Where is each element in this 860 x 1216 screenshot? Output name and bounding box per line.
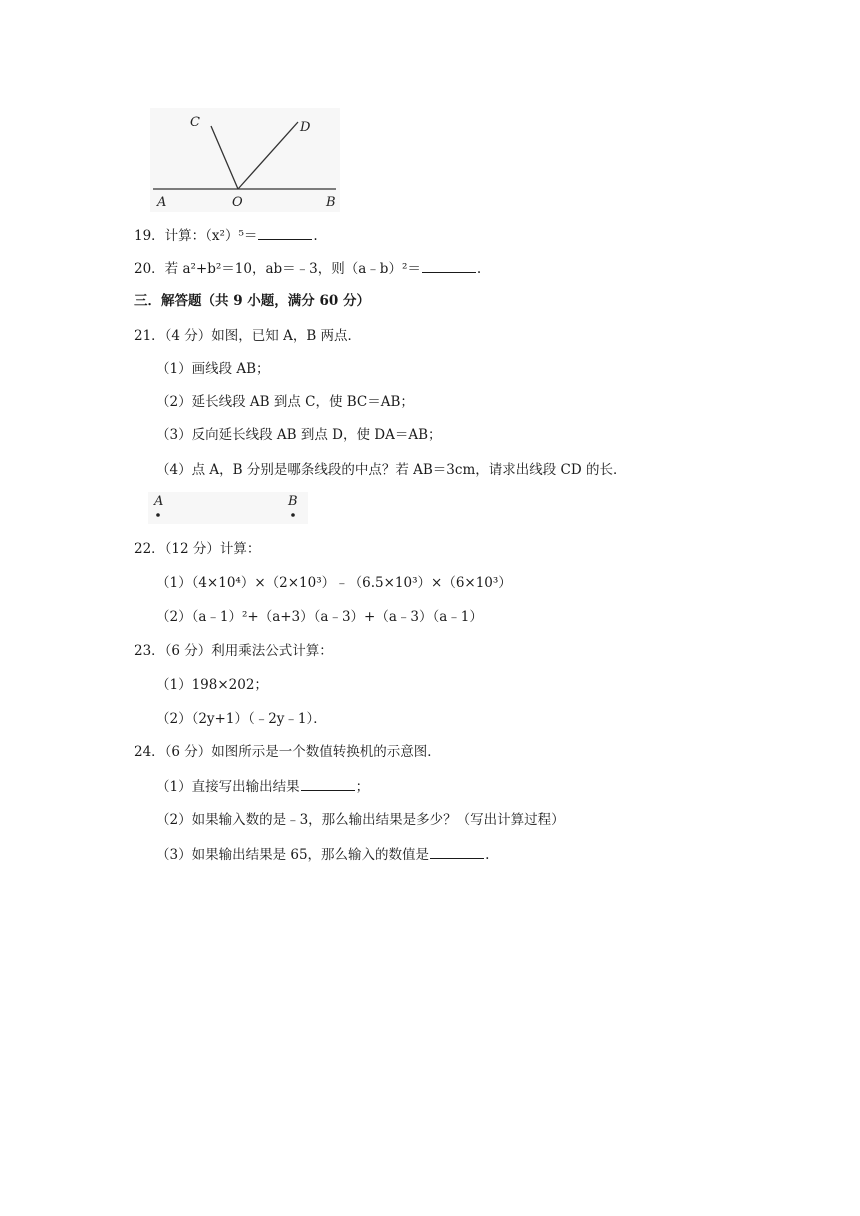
label-d: D — [300, 120, 311, 135]
points-figure — [148, 492, 308, 524]
question-22-part-1: （1）（4×10⁴）×（2×10³）﹣（6.5×10³）×（6×10³） — [156, 575, 512, 591]
point-a — [156, 513, 160, 517]
question-20-end: . — [476, 261, 482, 277]
question-23-part-2: （2）（2y+1）（﹣2y﹣1）． — [156, 711, 327, 727]
question-19-text: 19．计算：（x²）⁵＝ — [134, 228, 258, 244]
label-o: O — [232, 195, 243, 210]
ray-oc — [211, 126, 238, 189]
question-24-part-3 — [156, 844, 489, 864]
answer-blank[interactable] — [258, 225, 312, 240]
question-21-part-1: （1）画线段 AB； — [156, 361, 270, 377]
question-23-part-1: （1）198×202； — [156, 677, 268, 693]
question-24-part-3-text: （3）如果输出结果是 65，那么输入的数值是 — [156, 847, 430, 863]
label-b: B — [326, 195, 336, 210]
question-23-stem: 23．（6 分）利用乘法公式计算： — [134, 643, 333, 659]
point-label-b: B — [288, 494, 298, 509]
answer-blank[interactable] — [301, 776, 355, 791]
question-20 — [134, 258, 481, 278]
question-21-stem: 21．（4 分）如图，已知 A，B 两点． — [134, 328, 362, 344]
question-24-part-2: （2）如果输入数的是﹣3，那么输出结果是多少？（写出计算过程） — [156, 812, 565, 828]
question-21-part-2: （2）延长线段 AB 到点 C，使 BC＝AB； — [156, 394, 414, 410]
question-24-part-1-text: （1）直接写出输出结果 — [156, 779, 300, 795]
answer-blank[interactable] — [430, 844, 484, 859]
question-22-stem: 22．（12 分）计算： — [134, 541, 261, 557]
point-label-a: A — [154, 494, 164, 509]
label-a: A — [157, 195, 167, 210]
question-20-text: 20．若 a²+b²＝10，ab＝﹣3，则（a﹣b）²＝ — [134, 261, 421, 277]
angle-figure-svg — [150, 108, 340, 212]
question-24-part-1 — [156, 776, 369, 796]
question-19-end: . — [313, 228, 318, 244]
points-figure-svg — [148, 492, 308, 524]
answer-blank[interactable] — [422, 258, 476, 273]
question-24-part-1-end: ； — [355, 779, 370, 795]
question-21-part-4: （4）点 A，B 分别是哪条线段的中点？若 AB＝3cm，请求出线段 CD 的长． — [156, 462, 627, 478]
label-c: C — [190, 115, 200, 130]
ray-od — [238, 122, 298, 189]
question-19 — [134, 225, 318, 245]
point-b — [291, 513, 295, 517]
section-title: 三．解答题（共 9 小题，满分 60 分） — [134, 293, 370, 309]
question-24-stem: 24．（6 分）如图所示是一个数值转换机的示意图． — [134, 744, 441, 760]
question-24-part-3-end: . — [485, 847, 490, 863]
question-21-part-3: （3）反向延长线段 AB 到点 D，使 DA＝AB； — [156, 427, 442, 443]
angle-figure — [150, 108, 340, 212]
question-22-part-2: （2）（a﹣1）²+（a+3）（a﹣3）+（a﹣3）（a﹣1） — [156, 609, 483, 625]
